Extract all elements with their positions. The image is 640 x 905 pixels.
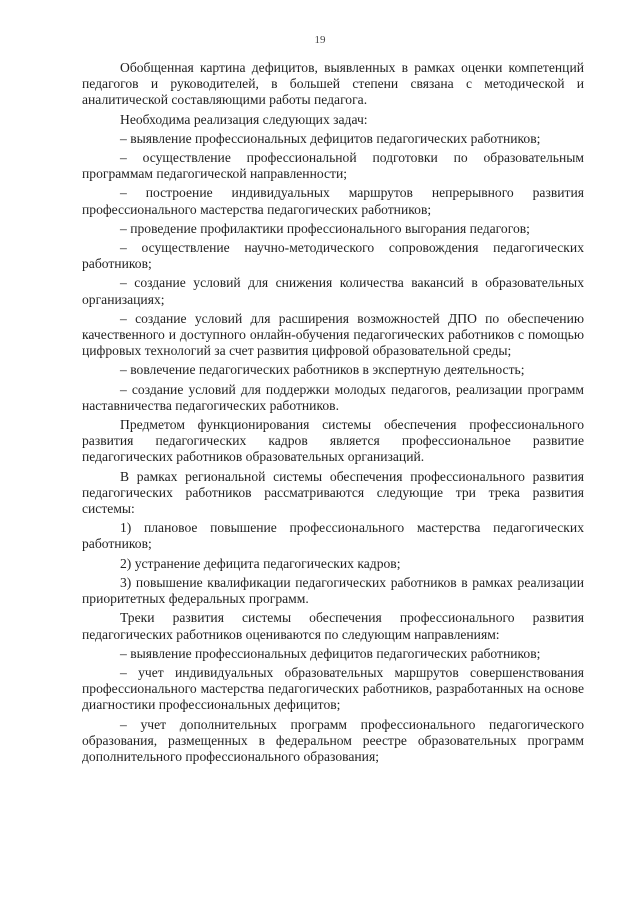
paragraph-evaluation-intro: Треки развития системы обеспечения профессионального развития педагогических работников оцениваются по следующим направлениям: (82, 610, 584, 642)
list-item: – выявление профессиональных дефицитов педагогических работников; (120, 130, 541, 146)
paragraph-summary: Обобщенная картина дефицитов, выявленных в рамках оценки компетенций педагогов и руководителей, в большей степени связана с методической и аналитической составляющими работы педагога. (82, 60, 584, 108)
list-item: – вовлечение педагогических работников в экспертную деятельность; (120, 362, 525, 378)
list-item: – построение индивидуальных маршрутов непрерывного развития профессионального мастерства педагогических работников; (82, 185, 584, 217)
numbered-item: 2) устранение дефицита педагогических кадров; (120, 555, 401, 571)
list-item: – выявление профессиональных дефицитов педагогических работников; (120, 645, 541, 661)
list-item: – осуществление профессиональной подготовки по образовательным программам педагогической направленности; (82, 150, 584, 182)
list-item: – учет индивидуальных образовательных маршрутов совершенствования профессионального мастерства педагогических работников, разработанных на основе диагностики профессиональных дефицитов; (82, 664, 584, 713)
list-item: – осуществление научно-методического сопровождения педагогических работников; (82, 240, 584, 272)
paragraph-subject: Предметом функционирования системы обеспечения профессионального развития педагогических кадров является профессиональное развитие педагогических работников образовательных организаций. (82, 417, 584, 465)
numbered-item: 3) повышение квалификации педагогических работников в рамках реализации приоритетных федеральных программ. (82, 574, 584, 607)
paragraph-tracks-intro: В рамках региональной системы обеспечения профессионального развития педагогических работников рассматриваются следующие три трека развития системы: (82, 468, 584, 517)
page-number: 19 (314, 34, 326, 46)
document-body (82, 60, 584, 765)
paragraph-tasks-intro: Необходима реализация следующих задач: (120, 111, 368, 127)
list-item: – создание условий для снижения количества вакансий в образовательных организациях; (82, 275, 584, 307)
numbered-item: 1) плановое повышение профессионального мастерства педагогических работников; (82, 520, 584, 552)
list-item: – проведение профилактики профессионального выгорания педагогов; (120, 220, 530, 236)
list-item: – создание условий для расширения возможностей ДПО по обеспечению качественного и доступного онлайн-обучения педагогических работников с помощью цифровых технологий за счет развития цифровой образовательной среды; (82, 310, 584, 359)
list-item: – создание условий для поддержки молодых педагогов, реализации программ наставничества педагогических работников. (82, 381, 584, 413)
list-item: – учет дополнительных программ профессионального педагогического образования, размещенных в федеральном реестре образовательных программ дополнительного профессионального образования; (82, 716, 584, 764)
